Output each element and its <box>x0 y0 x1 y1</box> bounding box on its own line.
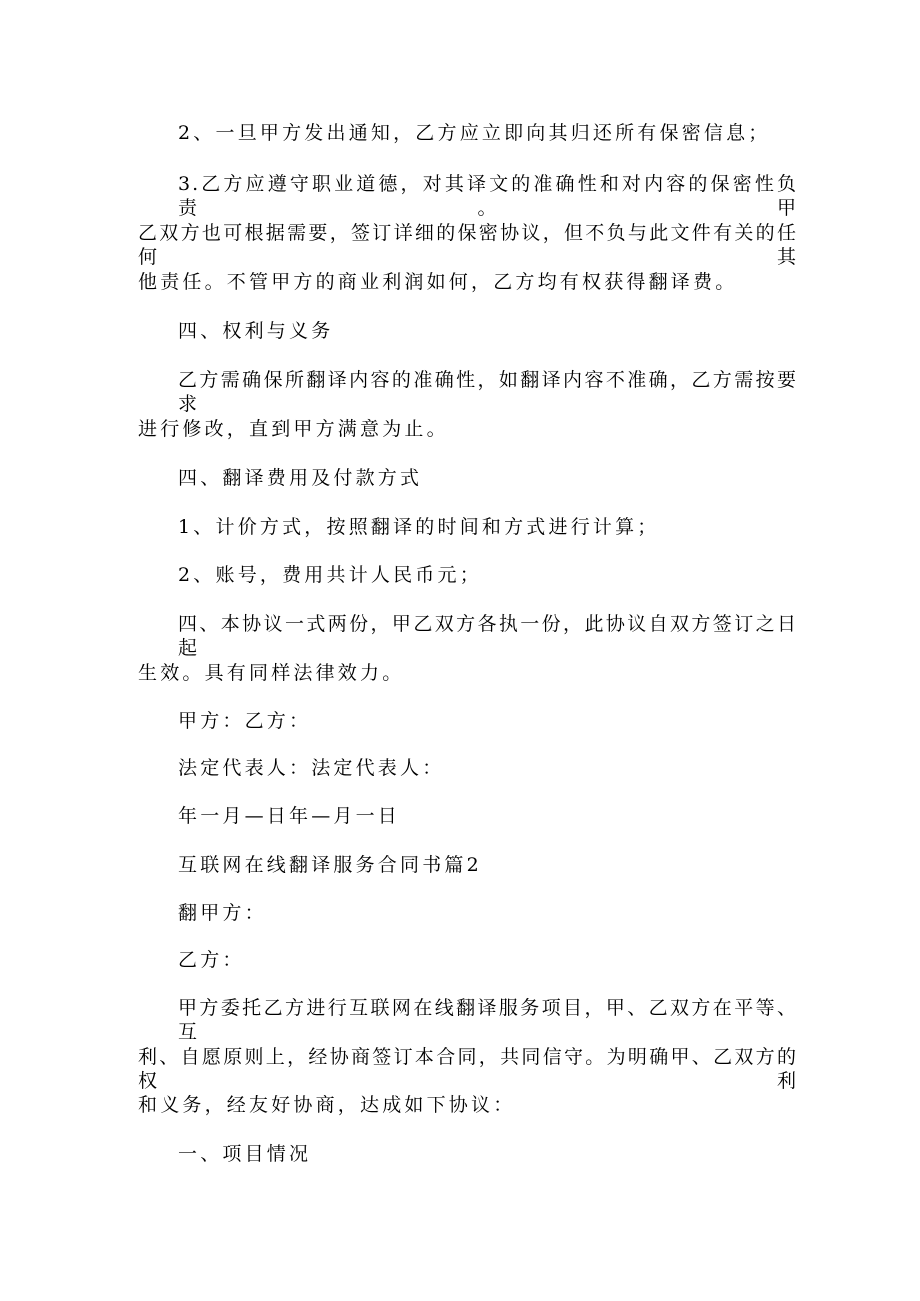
party-line: 翻甲方： <box>178 902 267 924</box>
section-heading: 四、权利与义务 <box>178 320 334 342</box>
section-title: 互联网在线翻译服务合同书篇2 <box>178 854 482 876</box>
paragraph-line: 甲方委托乙方进行互联网在线翻译服务项目，甲、乙双方在平等、互 <box>178 997 798 1043</box>
signature-line: 甲方：乙方： <box>178 710 312 732</box>
paragraph-line: 利、自愿原则上，经协商签订本合同，共同信守。为明确甲、乙双方的权利 <box>138 1046 798 1092</box>
paragraph-line: 2、账号，费用共计人民币元； <box>178 564 482 586</box>
paragraph-line: 四、本协议一式两份，甲乙双方各执一份，此协议自双方签订之日起 <box>178 613 798 659</box>
paragraph-line: 乙双方也可根据需要，签订详细的保密协议，但不负与此文件有关的任何其 <box>138 222 798 268</box>
paragraph-line: 他责任。不管甲方的商业利润如何，乙方均有权获得翻译费。 <box>138 271 738 293</box>
signature-line: 法定代表人：法定代表人： <box>178 757 445 779</box>
date-line: 年一月—日年—月一日 <box>178 805 401 827</box>
section-heading: 四、翻译费用及付款方式 <box>178 467 423 489</box>
paragraph-line: 进行修改，直到甲方满意为止。 <box>138 418 449 440</box>
paragraph-line: 乙方需确保所翻译内容的准确性，如翻译内容不准确，乙方需按要求 <box>178 369 798 415</box>
paragraph-line: 生效。具有同样法律效力。 <box>138 662 405 684</box>
paragraph-line: 和义务，经友好协商，达成如下协议： <box>138 1094 516 1116</box>
paragraph-line: 3.乙方应遵守职业道德，对其译文的准确性和对内容的保密性负责。甲 <box>178 173 798 219</box>
paragraph-line: 1、计价方式，按照翻译的时间和方式进行计算； <box>178 516 660 538</box>
section-heading: 一、项目情况 <box>178 1143 312 1165</box>
paragraph-line: 2、一旦甲方发出通知，乙方应立即向其归还所有保密信息； <box>178 122 771 144</box>
party-line: 乙方： <box>178 949 245 971</box>
